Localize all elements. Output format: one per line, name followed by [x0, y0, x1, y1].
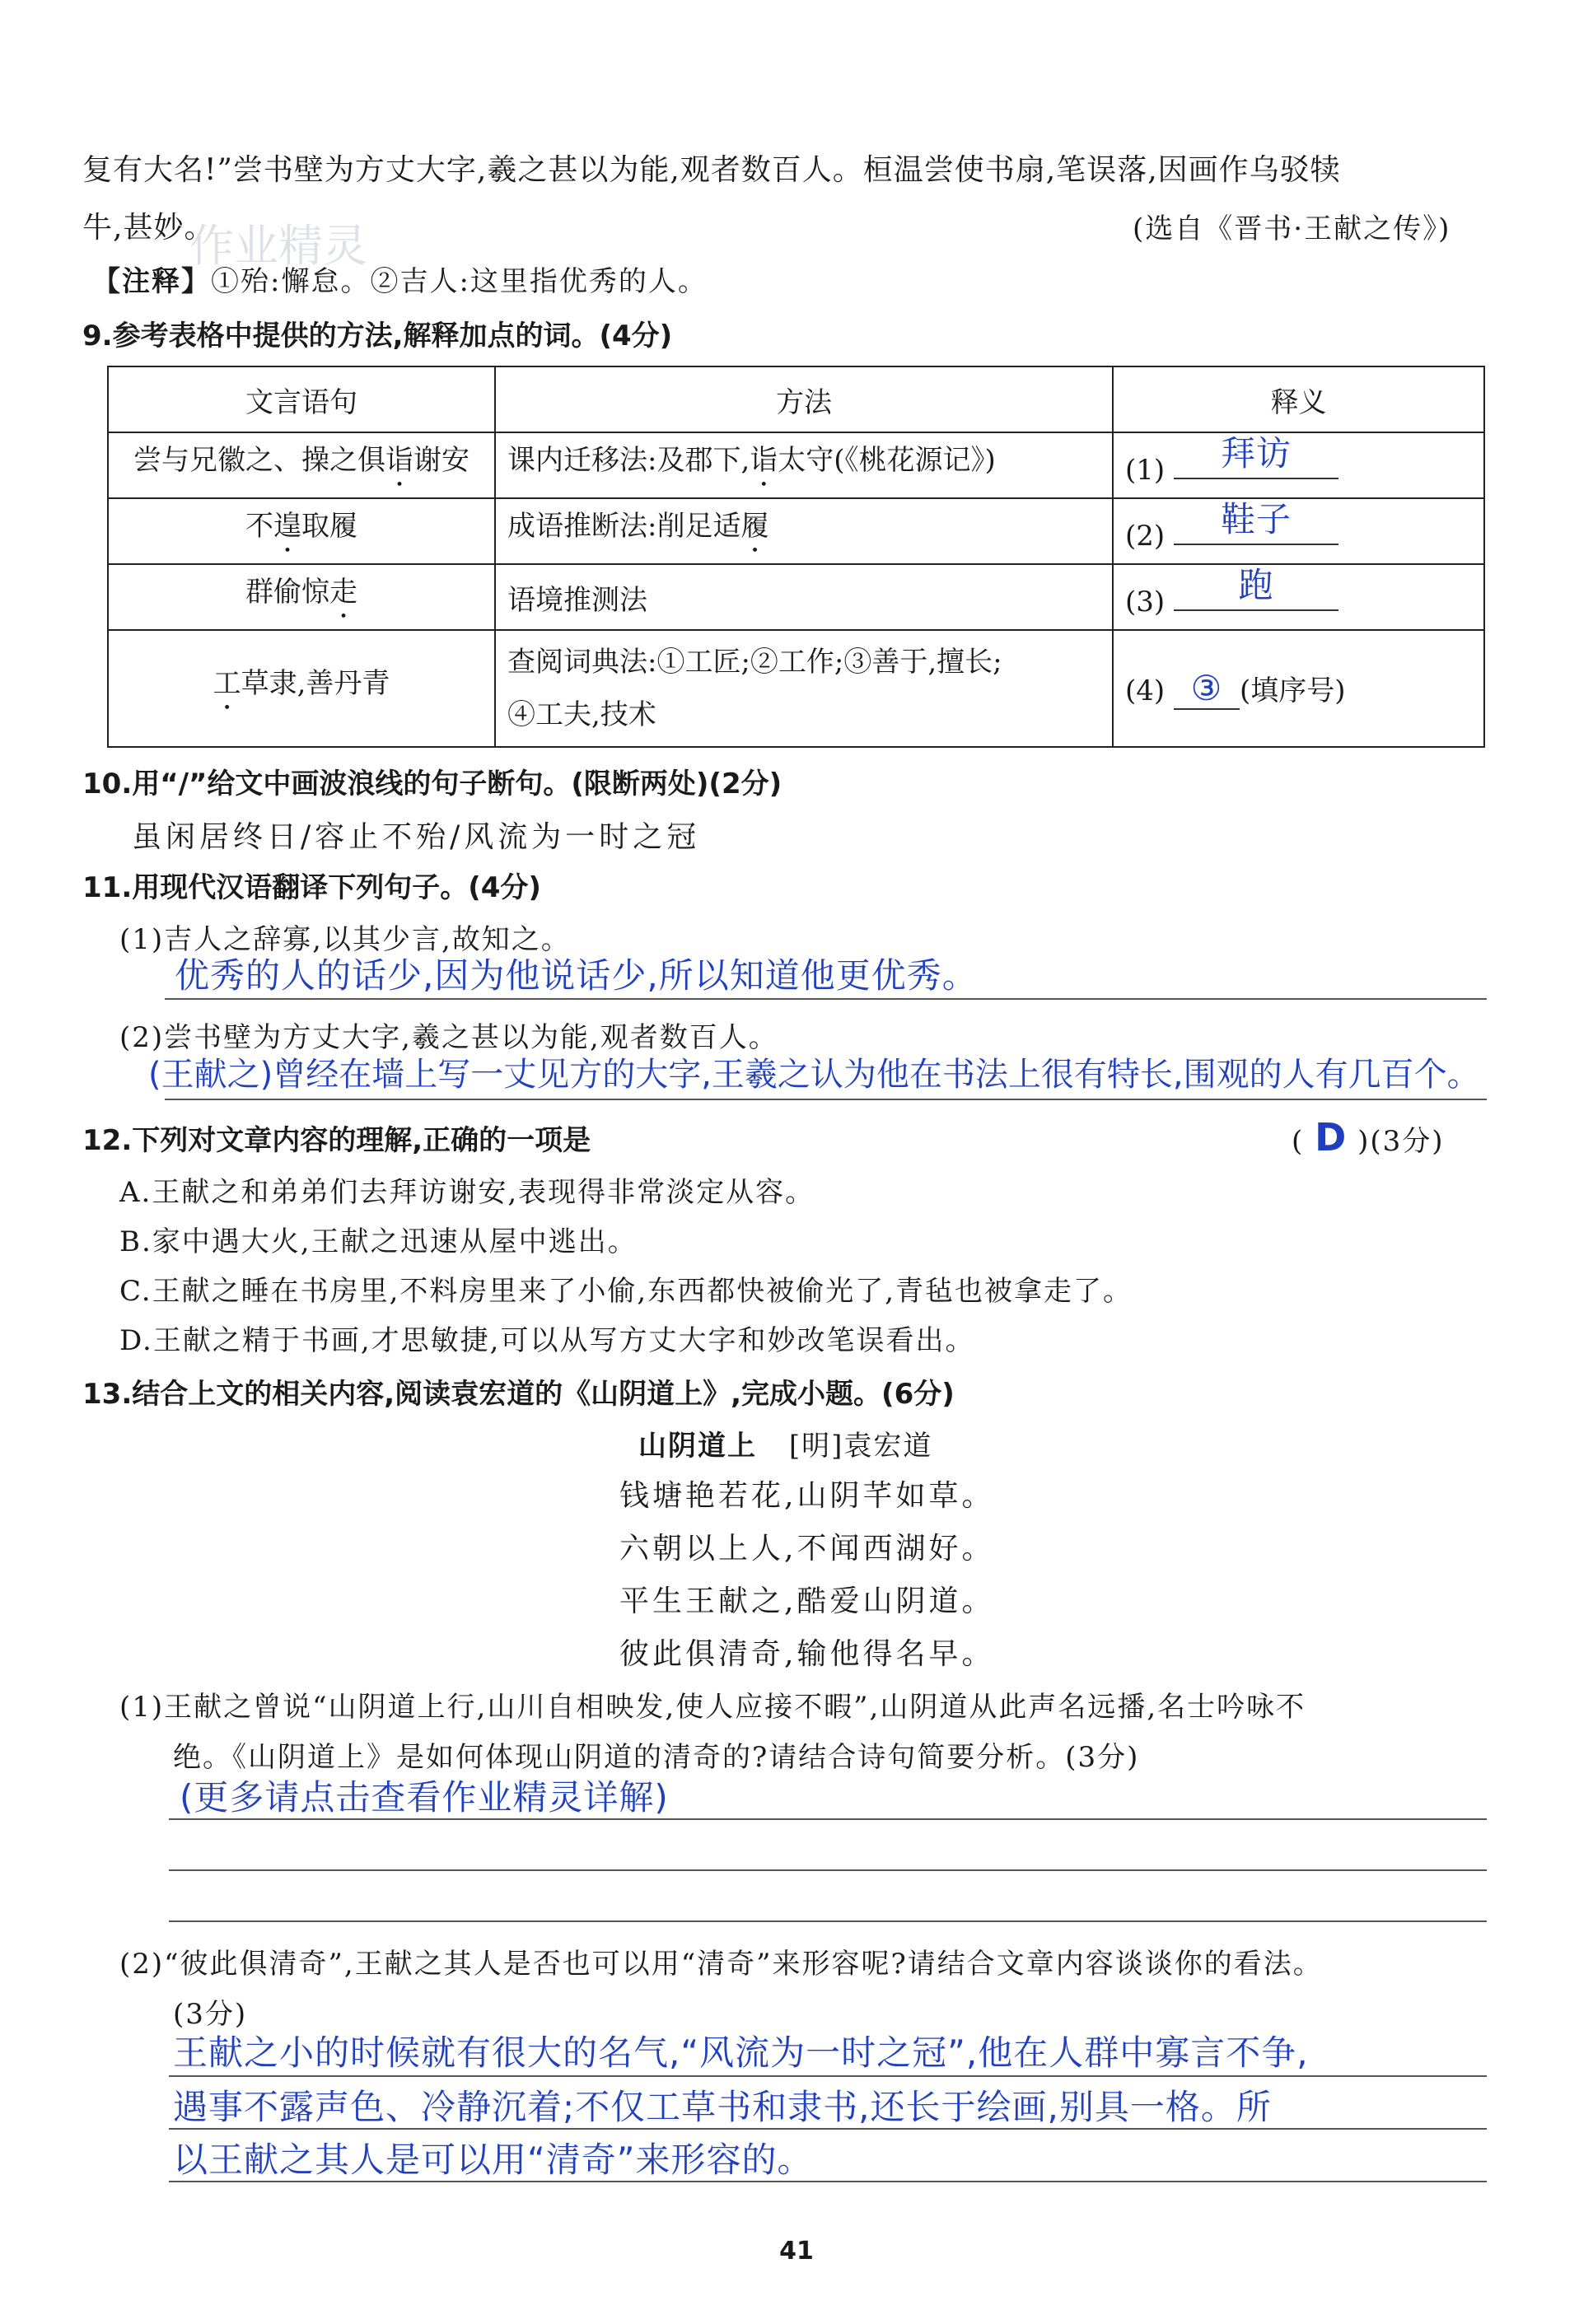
- q10-prompt: 10.用“/”给文中画波浪线的句子断句。(限断两处)(2分): [82, 768, 782, 800]
- answer-3: 跑: [1238, 564, 1274, 605]
- answer-line: [165, 998, 1487, 1000]
- q9-prompt: 9.参考表格中提供的方法,解释加点的词。(4分): [82, 320, 673, 352]
- answer-line: [169, 2128, 1487, 2130]
- q13-sub2-answer-2: 遇事不露声色、冷静沉着;不仅工草书和隶书,还长于绘画,别具一格。所: [173, 2087, 1272, 2127]
- q12-option-c: C.王献之睡在书房里,不料房里来了小偷,东西都快被偷光了,青毡也被拿走了。: [119, 1275, 1133, 1308]
- table-header-row: [108, 366, 1484, 432]
- table-header: 方法: [495, 366, 1113, 432]
- poem-line: 彼此俱清奇,输他得名早。: [619, 1637, 995, 1671]
- table-row: [108, 498, 1484, 564]
- q10-sentence: 虽闲居终日/容止不殆/风流为一时之冠: [132, 820, 701, 854]
- table-row: [108, 564, 1484, 630]
- passage-source: (选自《晋书·王献之传》): [1133, 212, 1451, 245]
- q12-prompt: 12.下列对文章内容的理解,正确的一项是: [82, 1124, 591, 1157]
- answer-cell: (1) 拜访: [1113, 432, 1484, 498]
- q11-sentence-2: (2)尝书壁为方丈大字,羲之甚以为能,观者数百人。: [119, 1021, 778, 1054]
- poem-title: 山阴道上: [638, 1430, 757, 1463]
- q13-sub2-answer-3: 以王献之其人是可以用“清奇”来形容的。: [173, 2140, 813, 2180]
- q11-answer-2: (王献之)曾经在墙上写一丈见方的大字,王羲之认为他在书法上很有特长,围观的人有几百个。: [148, 1056, 1480, 1094]
- answer-line: [165, 1099, 1487, 1100]
- page-number: 41: [779, 2237, 814, 2266]
- annotation: [92, 259, 708, 299]
- answer-line: [169, 1818, 1487, 1820]
- poem-line: 六朝以上人,不闻西湖好。: [619, 1532, 995, 1566]
- q13-sub1-line2: 绝。《山阴道上》是如何体现山阴道的清奇的?请结合诗句简要分析。(3分): [173, 1741, 1140, 1774]
- table-cell: 课内迁移法:及郡下,诣太守(《桃花源记》): [495, 432, 1113, 498]
- q12-option-d: D.王献之精于书画,才思敏捷,可以从写方丈大字和妙改笔误看出。: [119, 1324, 975, 1357]
- q13-prompt: 13.结合上文的相关内容,阅读袁宏道的《山阴道上》,完成小题。(6分): [82, 1378, 955, 1411]
- table-cell: 尝与兄徽之、操之俱诣谢安: [108, 432, 495, 498]
- table-cell: 语境推测法: [495, 564, 1113, 630]
- answer-4: ③: [1190, 667, 1223, 708]
- answer-cell: (4) ③ (填序号): [1113, 630, 1484, 747]
- annotation-text: ①殆:懈怠。②吉人:这里指优秀的人。: [211, 265, 708, 298]
- passage-line-1: 复有大名!”尝书壁为方丈大字,羲之甚以为能,观者数百人。桓温尝使书扇,笔误落,因画作乌驳犊: [82, 153, 1341, 187]
- table-cell: 群偷惊走: [108, 564, 495, 630]
- q12-option-a: A.王献之和弟弟们去拜访谢安,表现得非常淡定从容。: [119, 1176, 815, 1209]
- q11-prompt: 11.用现代汉语翻译下列句子。(4分): [82, 871, 541, 904]
- table-header: 释义: [1113, 366, 1484, 432]
- table-row: [108, 432, 1484, 498]
- poem-line: 平生王献之,酷爱山阴道。: [619, 1584, 995, 1618]
- q9-table: [107, 366, 1485, 748]
- q13-sub1-line1: (1)王献之曾说“山阴道上行,山川自相映发,使人应接不暇”,山阴道从此声名远播,名士吟咏不: [119, 1691, 1306, 1724]
- q13-sub2-answer-1: 王献之小的时候就有很大的名气,“风流为一时之冠”,他在人群中寡言不争,: [173, 2032, 1309, 2073]
- q12-answer: D: [1315, 1115, 1348, 1160]
- q12-answer-box: ( D )(3分): [1292, 1115, 1445, 1160]
- table-cell: 工草隶,善丹青: [108, 630, 495, 747]
- table-header: 文言语句: [108, 366, 495, 432]
- answer-cell: (2) 鞋子: [1113, 498, 1484, 564]
- answer-line: [169, 1869, 1487, 1871]
- table-cell: 查阅词典法:①工匠;②工作;③善于,擅长; ④工夫,技术: [495, 630, 1113, 747]
- table-cell: 成语推断法:削足适履: [495, 498, 1113, 564]
- passage-line-2: 牛,甚妙。: [82, 211, 215, 245]
- table-row: [108, 630, 1484, 747]
- poem-line: 钱塘艳若花,山阴芊如草。: [619, 1479, 995, 1513]
- annotation-label: 【注释】: [92, 265, 211, 298]
- q13-sub1-answer[interactable]: (更多请点击查看作业精灵详解): [180, 1777, 669, 1818]
- answer-line: [169, 2181, 1487, 2182]
- q11-sentence-1: (1)吉人之辞寡,以其少言,故知之。: [119, 923, 571, 956]
- poem-heading: [638, 1423, 932, 1463]
- answer-2: 鞋子: [1220, 498, 1292, 539]
- q11-answer-1: 优秀的人的话少,因为他说话少,所以知道他更优秀。: [175, 955, 978, 996]
- answer-line: [169, 2075, 1487, 2077]
- answer-line: [169, 1920, 1487, 1922]
- table-cell: 不遑取履: [108, 498, 495, 564]
- answer-cell: (3) 跑: [1113, 564, 1484, 630]
- q13-sub2-line1: (2)“彼此俱清奇”,王献之其人是否也可以用“清奇”来形容呢?请结合文章内容谈谈你的看法。: [119, 1948, 1323, 1981]
- q12-option-b: B.家中遇大火,王献之迅速从屋中逃出。: [119, 1225, 638, 1258]
- answer-1: 拜访: [1220, 432, 1292, 474]
- q13-sub2-line2: (3分): [173, 1998, 248, 2031]
- watermark: 作业精灵: [189, 220, 367, 272]
- poem-author: [明]袁宏道: [788, 1430, 933, 1463]
